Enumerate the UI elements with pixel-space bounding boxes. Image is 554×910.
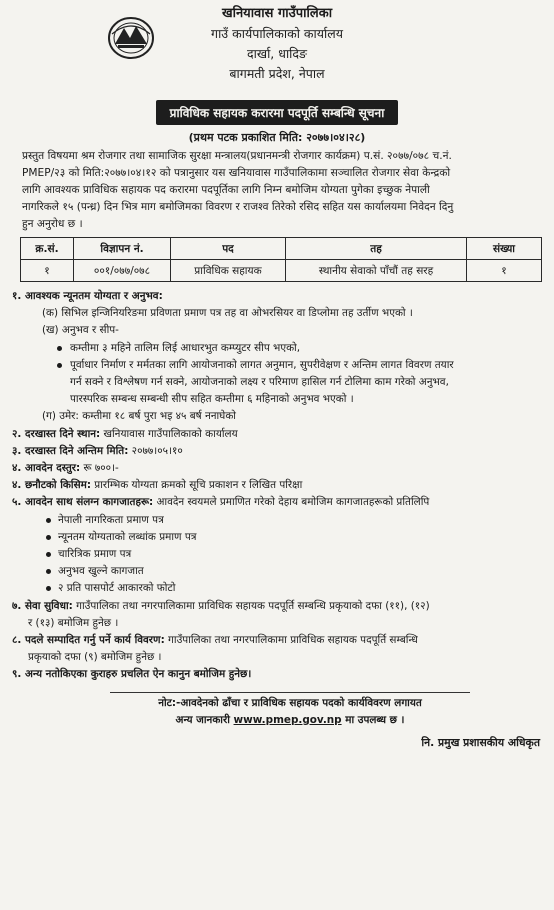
notice-title: प्राविधिक सहायक करारमा पदपूर्ति सम्बन्धि सूचना [156, 100, 399, 125]
table-header-row [21, 238, 542, 260]
document-item: २ प्रति पासपोर्ट आकारको फोटो [12, 580, 544, 597]
office-location: दार्खा, धादिङ [246, 46, 308, 61]
section-5: ४. छनौटको किसिम: प्रारम्भिक योग्यता क्रमको सूचि प्रकाशन र लिखित परिक्षा [12, 479, 303, 492]
section-8: ८. पदले सम्पादित गर्नु पर्ने कार्य विवरण: गाउँपालिका तथा नगरपालिकामा प्राविधिक सहायक पदपूर्ति सम्बन्धि [12, 634, 418, 647]
municipality-emblem-icon [106, 14, 156, 60]
cell-ad-no: ००१/०७७/०७८ [74, 260, 171, 282]
section-1-ga: (ग) उमेर: कम्तीमा १८ बर्ष पुरा भइ ४५ बर्ष ननाघेको [42, 410, 236, 423]
pmep-website-link[interactable]: www.pmep.gov.np [233, 713, 342, 726]
title-banner-wrap [0, 100, 554, 125]
document-item: न्यूनतम योग्यताको लब्धांक प्रमाण पत्र [12, 529, 544, 546]
intro-line: नागरिकले १५ (पन्ध्र) दिन भित्र माग बमोजिमका विवरण र राजश्व तिरेको रसिद सहित यस कार्यालयमा निवेदन दिनु [22, 201, 454, 213]
intro-line: लागि आवश्यक प्राविधिक सहायक पद करारमा पदपूर्तिका लागि निम्न बमोजिम योग्यता पुगेका इच्छुक नेपाली [22, 184, 430, 196]
col-header-ad-no: विज्ञापन नं. [74, 238, 171, 260]
intro-line: हुन अनुरोध छ । [22, 218, 83, 230]
publish-date: (प्रथम पटक प्रकाशित मिति: २०७७।०४।२८) [188, 131, 366, 144]
bullet-icon [57, 346, 62, 351]
section-1-ka: (क) सिभिल इन्जिनियरिङमा प्रविणता प्रमाण पत्र तह वा ओभरसियर वा डिप्लोमा तह उर्तीण भएको । [42, 307, 413, 320]
col-header-serial: क्र.सं. [21, 238, 74, 260]
experience-item-cont: गर्न सक्ने र विश्लेषण गर्न सक्ने, आयोजनाको लक्ष्य र परिमाण हासिल गर्न टोलिमा काम गरेको अनुभव, [70, 376, 449, 389]
document-item: चारित्रिक प्रमाण पत्र [12, 546, 544, 563]
section-1-kha: (ख) अनुभव र सीप- [42, 324, 119, 337]
note-line-1: नोट:-आवदेनको ढाँचा र प्राविधिक सहायक पदको कार्यविवरण लगायत [158, 696, 422, 709]
cell-count: १ [467, 260, 542, 282]
sections [0, 282, 554, 684]
bullet-icon [46, 552, 51, 557]
section-9: ९. अन्य नतोकिएका कुराहरु प्रचलित ऐन कानुन बमोजिम हुनेछ। [12, 668, 252, 681]
section-7: ७. सेवा सुविधा: गाउँपालिका तथा नगरपालिकामा प्राविधिक सहायक पदपूर्ति सम्बन्धि प्रकृयाको दफा (११), (१२) [12, 599, 430, 612]
section-2: २. दरखास्त दिने स्थान: खनियावास गाउँपालिकाको कार्यालय [12, 427, 238, 440]
office-name: गाउँ कार्यपालिकाको कार्यालय [211, 26, 343, 41]
section-4: ४. आवदेन दस्तुर: रू ७००।- [12, 462, 119, 475]
signatory: नि. प्रमुख प्रशासकीय अधिकृत [421, 735, 540, 749]
col-header-post: पद [171, 238, 286, 260]
province-name: बागमती प्रदेश, नेपाल [229, 66, 325, 81]
section-8-cont: प्रकृयाको दफा (९) बमोजिम हुनेछ । [28, 651, 162, 664]
note-line-2: अन्य जानकारी www.pmep.gov.np मा उपलब्ध छ । [175, 713, 405, 726]
col-header-count: संख्या [467, 238, 542, 260]
bullet-icon [46, 586, 51, 591]
section-6: ५. आवदेन साथ संलग्न कागजातहरू: आवदेन स्वयमले प्रमाणित गरेको देहाय बमोजिम कागजातहरूको प्रतिलिपि [12, 496, 430, 509]
org-name: खनियावास गाउँपालिका [221, 6, 333, 21]
section-1-title: १. आवश्यक न्यूनतम योग्यता र अनुभव: [12, 290, 163, 302]
bullet-icon [46, 535, 51, 540]
header [0, 0, 554, 100]
cell-post: प्राविधिक सहायक [171, 260, 286, 282]
document-item: नेपाली नागरिकता प्रमाण पत्र [12, 512, 544, 529]
intro-line: प्रस्तुत विषयमा श्रम रोजगार तथा सामाजिक सुरक्षा मन्त्रालय(प्रधानमन्त्री रोजगार कार्यक्रम) प.सं. २०७७/०७८ च.नं. [22, 150, 452, 162]
bullet-icon [57, 363, 62, 368]
intro-paragraph [0, 148, 554, 233]
experience-item-cont: पारस्परिक सम्बन्ध सम्बन्धी सीप सहित कम्तीमा ६ महिनाको अनुभव भएको । [70, 393, 354, 406]
cell-serial: १ [21, 260, 74, 282]
experience-item: कम्तीमा ३ महिने तालिम लिई आधारभुत कम्प्युटर सीप भएको, [12, 340, 544, 357]
col-header-level: तह [286, 238, 467, 260]
experience-item: पूर्वाधार निर्माण र मर्मतका लागि आयोजनाको लागत अनुमान, सुपरीवेक्षण र अन्तिम लागत विवरण तयार [12, 357, 544, 374]
bullet-icon [46, 518, 51, 523]
intro-line: PMEP/२३ को मिति:२०७७।०४।१२ को पत्रानुसार यस खनियावास गाउँपालिकामा सञ्चालित रोजगार सेवा केन्द्रको [22, 167, 451, 179]
footer-note [110, 692, 470, 729]
cell-level: स्थानीय सेवाको पाँचौं तह सरह [286, 260, 467, 282]
vacancy-table [20, 237, 542, 282]
document-item: अनुभव खुल्ने कागजात [12, 563, 544, 580]
table-row [21, 260, 542, 282]
section-3: ३. दरखास्त दिने अन्तिम मिति: २०७७।०५।१० [12, 444, 183, 457]
section-7-cont: र (१३) बमोजिम हुनेछ । [28, 616, 119, 629]
bullet-icon [46, 569, 51, 574]
